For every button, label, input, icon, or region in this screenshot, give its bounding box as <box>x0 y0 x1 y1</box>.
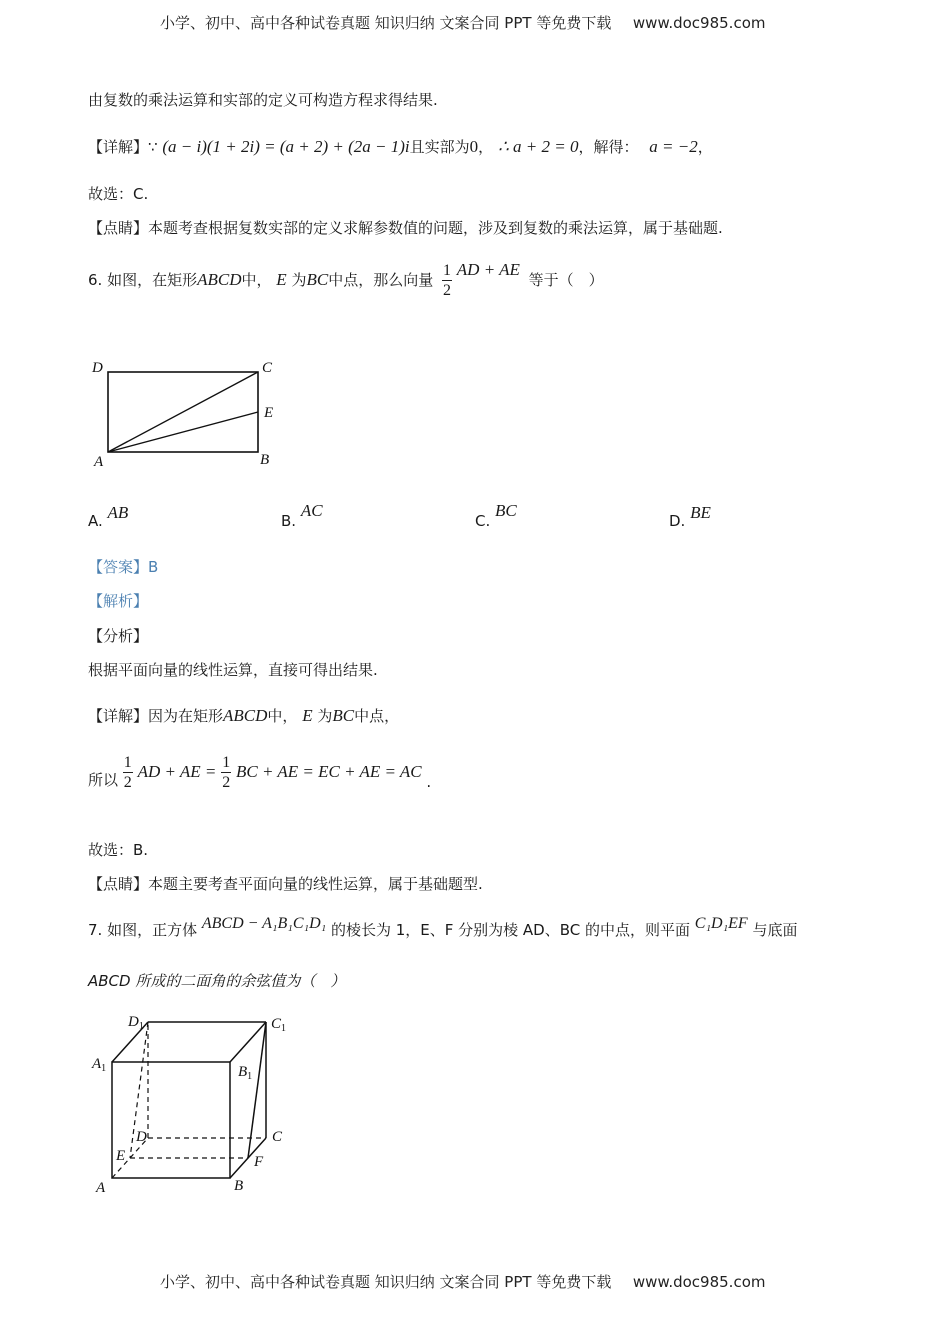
segment-ac <box>108 372 258 452</box>
q6-calc-frac1-den: 2 <box>123 774 132 791</box>
q6-detail-abcd: ABCD <box>223 706 268 725</box>
q6-calc-part2: BC + AE = EC + AE = AC <box>235 762 422 781</box>
q7-cube-figure <box>88 1010 313 1200</box>
q5-choice: 故选：C. <box>88 185 149 203</box>
q6-stem-zhong: 中， <box>241 271 272 289</box>
q7-stem-line1 <box>88 915 798 941</box>
q6-option-b-value: AC <box>300 501 323 520</box>
q6-calc-fraction-1 <box>123 753 133 792</box>
label-c: C <box>262 360 273 376</box>
label-a: A <box>96 1180 106 1196</box>
q6-stem-bc: BC <box>306 270 329 289</box>
q6-detail-mid: 中点， <box>354 707 400 725</box>
q7-stem-prefix: 7. 如图，正方体 <box>88 921 198 939</box>
q5-analysis: 由复数的乘法运算和实部的定义可构造方程求得结果. <box>88 91 438 109</box>
q7-cube-name: ABCD − A₁B₁C₁D₁ <box>201 915 327 932</box>
q6-option-d-value: BE <box>690 503 711 522</box>
q6-detail-bc: BC <box>332 706 355 725</box>
label-a: A <box>94 454 104 470</box>
q6-calc-end: . <box>426 773 432 791</box>
header-url[interactable]: www.doc985.com <box>632 14 766 32</box>
q6-stem-suffix: 等于（ ） <box>528 271 604 289</box>
q5-comment <box>88 218 723 238</box>
q6-comment-text: 本题主要考查平面向量的线性运算，属于基础题型. <box>148 875 483 893</box>
q6-option-a-letter: A. <box>88 512 103 530</box>
q6-stem-fraction <box>442 261 452 300</box>
q6-stem-wei: 为 <box>291 271 307 289</box>
q5-detail-text2: ，解得： <box>578 138 639 156</box>
label-d1: $D_1$ <box>128 1014 144 1032</box>
label-b: B <box>234 1178 244 1194</box>
q6-option-d[interactable] <box>669 503 711 530</box>
header-text: 小学、初中、高中各种试卷真题 知识归纳 文案合同 PPT 等免费下载 <box>160 14 612 32</box>
q5-comment-label: 【点睛】 <box>88 219 149 237</box>
front-face <box>112 1062 230 1178</box>
q5-detail-label: 【详解】 <box>88 138 149 156</box>
q7-stem-mid: 的棱长为 1，E、F 分别为棱 AD、BC 的中点，则平面 <box>330 921 691 939</box>
q6-stem-vector: AD + AE <box>456 260 520 279</box>
edge-b1c1 <box>230 1022 266 1062</box>
q6-calculation <box>88 752 431 792</box>
q6-option-c-letter: C. <box>475 512 491 530</box>
page-footer <box>160 1271 765 1292</box>
label-d: D <box>136 1129 147 1145</box>
q5-detail <box>88 137 713 157</box>
q6-answer-label: 【答案】 <box>88 558 149 576</box>
footer-text: 小学、初中、高中各种试卷真题 知识归纳 文案合同 PPT 等免费下载 <box>160 1273 612 1291</box>
because-symbol: ∵ <box>148 138 158 156</box>
q6-stem-frac-num: 1 <box>443 262 451 279</box>
q6-fenxi-label: 【分析】 <box>88 627 149 645</box>
label-c: C <box>272 1129 283 1145</box>
q6-option-a[interactable] <box>88 503 129 530</box>
q6-jiexi-label: 【解析】 <box>88 592 149 610</box>
q6-stem-abcd: ABCD <box>197 270 242 289</box>
q6-calc-part1: AD + AE = <box>137 762 217 781</box>
label-f: F <box>254 1154 264 1170</box>
q6-option-b[interactable] <box>281 501 323 530</box>
label-b: B <box>260 452 270 468</box>
segment-ae <box>108 412 258 452</box>
q5-detail-comma: ， <box>478 138 494 156</box>
q6-option-c[interactable] <box>475 501 517 530</box>
label-e: E <box>116 1148 126 1164</box>
q6-detail <box>88 706 399 726</box>
q7-stem-suffix: 与底面 <box>752 921 798 939</box>
q6-stem-frac-den: 2 <box>443 282 451 299</box>
q5-detail-text1: 且实部为 <box>409 138 470 156</box>
q6-detail-e: E <box>302 706 313 725</box>
footer-url[interactable]: www.doc985.com <box>632 1273 766 1291</box>
q5-detail-therefore: ∴ a + 2 = 0 <box>497 137 579 156</box>
q6-detail-wei: 为 <box>317 707 333 725</box>
q6-stem-e: E <box>276 270 287 289</box>
q6-detail-text1: 因为在矩形 <box>148 707 224 725</box>
q6-rectangle-figure <box>80 350 300 475</box>
page-header <box>160 12 765 33</box>
q6-option-b-letter: B. <box>281 512 297 530</box>
q6-choice: 故选：B. <box>88 841 149 859</box>
q6-calc-fraction-2 <box>221 753 231 792</box>
q7-plane-name: C₁D₁EF <box>694 915 748 932</box>
q5-comment-text: 本题考查根据复数实部的定义求解参数值的问题，涉及到复数的乘法运算，属于基础题. <box>148 219 723 237</box>
label-e: E <box>264 405 274 421</box>
q6-detail-zhong: 中， <box>267 707 298 725</box>
q5-detail-zero: 0 <box>469 137 479 156</box>
q6-answer <box>88 557 158 577</box>
q6-stem-prefix: 6. 如图，在矩形 <box>88 271 198 289</box>
q6-comment <box>88 874 483 894</box>
q6-fenxi-text: 根据平面向量的线性运算，直接可得出结果. <box>88 661 378 679</box>
q6-detail-label: 【详解】 <box>88 707 149 725</box>
q6-comment-label: 【点睛】 <box>88 875 149 893</box>
q6-answer-value: B <box>148 558 159 576</box>
q6-stem <box>88 260 604 300</box>
q6-suoyi: 所以 <box>88 771 119 789</box>
q5-detail-end: ， <box>697 138 713 156</box>
label-d: D <box>92 360 103 376</box>
q6-stem-middle: 中点，那么向量 <box>328 271 434 289</box>
label-a1: $A_1$ <box>92 1056 107 1074</box>
q5-detail-result: a = −2 <box>649 137 698 156</box>
q6-calc-frac2-den: 2 <box>222 774 231 791</box>
q6-option-d-letter: D. <box>669 512 686 530</box>
q6-calc-frac1-num: 1 <box>123 754 132 771</box>
q6-option-a-value: AB <box>107 503 129 522</box>
q5-detail-expression: (a − i)(1 + 2i) = (a + 2) + (2a − 1)i <box>162 137 410 156</box>
q6-option-c-value: BC <box>495 501 517 520</box>
q7-stem-line2: ABCD 所成的二面角的余弦值为（ ） <box>88 972 346 990</box>
label-c1: $C_1$ <box>271 1016 287 1034</box>
q6-calc-frac2-num: 1 <box>222 754 231 771</box>
label-b1: $B_1$ <box>238 1064 253 1082</box>
